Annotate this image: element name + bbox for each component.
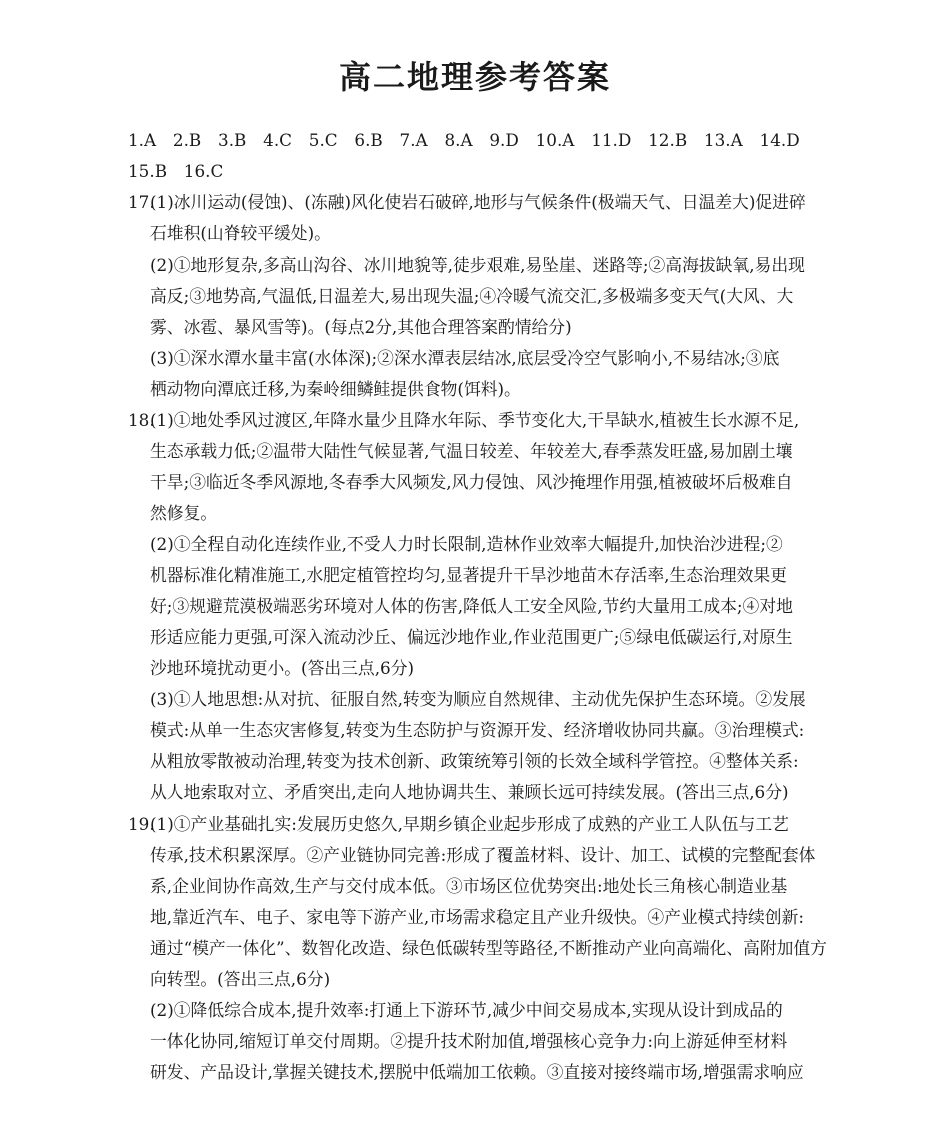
q17-line: 石堆积(山脊较平缓处)。 [150,223,331,243]
q18-line: 模式:从单一生态灾害修复,转变为生态防护与资源开发、经济增收协同共赢。③治理模式: [150,720,805,740]
q17-line: 雾、冰雹、暴风雪等)。(每点2分,其他合理答案酌情给分) [150,317,572,337]
q17-line: (3)①深水潭水量丰富(水体深);②深水潭表层结冰,底层受冷空气影响小,不易结冰;③底 [150,348,780,368]
q17-line: 高反;③地势高,气温低,日温差大,易出现失温;④冷暖气流交汇,多极端多变天气(大风、大 [150,286,794,306]
q19-line: (1)①产业基础扎实:发展历史悠久,早期乡镇企业起步形成了成熟的产业工人队伍与工艺 [150,814,789,834]
q19-line: 系,企业间协作高效,生产与交付成本低。③市场区位优势突出:地处长三角核心制造业基 [150,876,788,896]
q19-line: (2)①降低综合成本,提升效率:打通上下游环节,减少中间交易成本,实现从设计到成品的 [150,1000,783,1020]
q19-line: 一体化协同,缩短订单交付周期。②提升技术附加值,增强核心竞争力:向上游延伸至材料 [150,1031,788,1051]
choice-answers-row-2: 15.B 16.C [128,161,224,181]
q18-line: 然修复。 [150,503,218,523]
question-19-number: 19. [128,814,155,834]
q18-line: 干旱;③临近冬季风源地,冬春季大风频发,风力侵蚀、风沙掩埋作用强,植被破坏后极难自 [150,472,793,492]
q18-line: 沙地环境扰动更小。(答出三点,6分) [150,658,415,678]
q19-line: 研发、产品设计,掌握关键技术,摆脱中低端加工依赖。③直接对接终端市场,增强需求响应 [150,1062,804,1082]
q17-line: 栖动物向潭底迁移,为秦岭细鳞鲑提供食物(饵料)。 [150,379,521,399]
choice-answers-row-1: 1.A 2.B 3.B 4.C 5.C 6.B 7.A 8.A 9.D 10.A 11.D 12.B 13.A 14.D [128,130,800,150]
q18-line: 形适应能力更强,可深入流动沙丘、偏远沙地作业,作业范围更广;⑤绿电低碳运行,对原生 [150,627,793,647]
q17-line: (2)①地形复杂,多高山沟谷、冰川地貌等,徒步艰难,易坠崖、迷路等;②高海拔缺氧,易出现 [150,255,805,275]
q19-line: 通过“模产一体化”、数智化改造、绿色低碳转型等路径,不断推动产业向高端化、高附加值方 [150,938,827,958]
question-18-number: 18. [128,410,155,430]
q18-line: 好;③规避荒漠极端恶劣环境对人体的伤害,降低人工安全风险,节约大量用工成本;④对地 [150,596,793,616]
q18-line: 从粗放零散被动治理,转变为技术创新、政策统筹引领的长效全域科学管控。④整体关系: [150,751,799,771]
q18-line: (2)①全程自动化连续作业,不受人力时长限制,造林作业效率大幅提升,加快治沙进程;② [150,534,783,554]
q18-line: 生态承载力低;②温带大陆性气候显著,气温日较差、年较差大,春季蒸发旺盛,易加剧土壤 [150,441,793,461]
q19-line: 地,靠近汽车、电子、家电等下游产业,市场需求稳定且产业升级快。④产业模式持续创新: [150,907,805,927]
q18-line: 从人地索取对立、矛盾突出,走向人地协调共生、兼顾长远可持续发展。(答出三点,6分) [150,782,789,802]
q18-line: (3)①人地思想:从对抗、征服自然,转变为顺应自然规律、主动优先保护生态环境。②发展 [150,689,806,709]
q18-line: (1)①地处季风过渡区,年降水量少且降水年际、季节变化大,干旱缺水,植被生长水源不足, [150,410,800,430]
q19-line: 传承,技术积累深厚。②产业链协同完善:形成了覆盖材料、设计、加工、试模的完整配套体 [150,845,816,865]
q19-line: 向转型。(答出三点,6分) [150,969,331,989]
q17-line: (1)冰川运动(侵蚀)、(冻融)风化使岩石破碎,地形与气候条件(极端天气、日温差大)促进碎 [150,192,806,212]
question-17-number: 17. [128,192,155,212]
page-title: 高二地理参考答案 [338,58,611,96]
q18-line: 机器标准化精准施工,水肥定植管控均匀,显著提升干旱沙地苗木存活率,生态治理效果更 [150,565,787,585]
